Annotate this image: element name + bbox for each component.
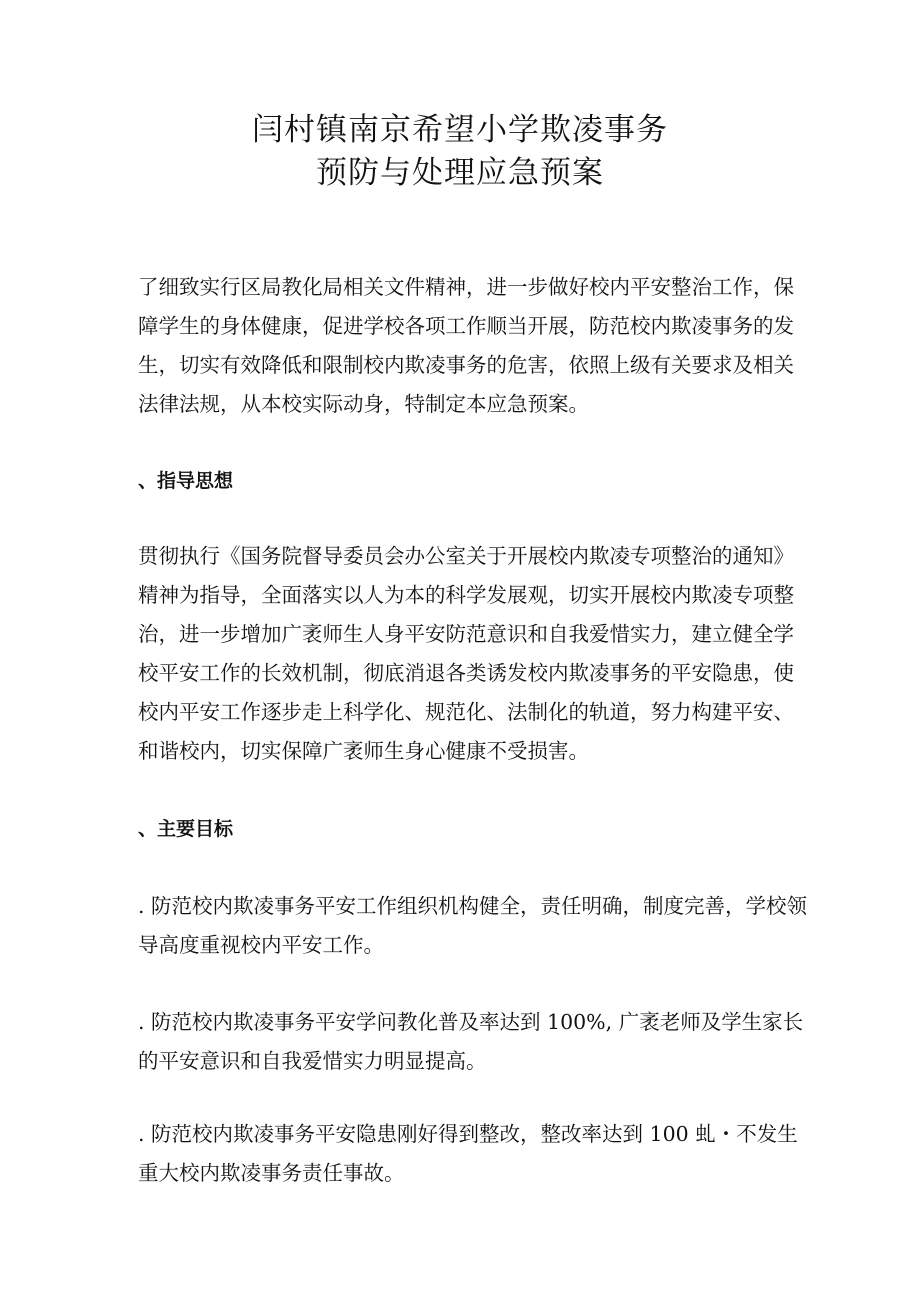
goal-line: 重大校内欺凌事务责任事故。 bbox=[138, 1161, 405, 1185]
goal-line: 的平安意识和自我爱惜实力明显提高。 bbox=[138, 1049, 487, 1073]
guiding-ideology-line: 精神为指导，全面落实以人为本的科学发展观，切实开展校内欺凌专项整 bbox=[138, 583, 794, 607]
guiding-ideology-line: 治，进一步增加广袤师生人身平安防范意识和自我爱惜实力，建立健全学 bbox=[138, 622, 794, 646]
document-title-line-2: 预防与处理应急预案 bbox=[316, 155, 604, 191]
goal-line: . 防范校内欺凌事务平安工作组织机构健全，责任明确，制度完善，学校领 bbox=[138, 894, 808, 918]
guiding-ideology-paragraph bbox=[138, 537, 794, 771]
document-title-line-1: 闫村镇南京希望小学欺凌事务 bbox=[252, 112, 668, 148]
intro-line: 法律法规，从本校实际动身，特制定本应急预案。 bbox=[138, 392, 589, 416]
goal-paragraph-3 bbox=[138, 1115, 798, 1193]
goal-line: . 防范校内欺凌事务平安隐患刚好得到整改，整改率达到 100 虬・不发生 bbox=[138, 1122, 798, 1146]
section-heading-main-goals: 、主要目标 bbox=[138, 818, 234, 840]
intro-line: 障学生的身体健康，促进学校各项工作顺当开展，防范校内欺凌事务的发 bbox=[138, 314, 794, 338]
guiding-ideology-line: 和谐校内，切实保障广袤师生身心健康不受损害。 bbox=[138, 739, 589, 763]
guiding-ideology-line: 校平安工作的长效机制，彻底消退各类诱发校内欺凌事务的平安隐患，使 bbox=[138, 661, 794, 685]
intro-paragraph bbox=[138, 268, 794, 424]
section-heading-guiding-ideology: 、指导思想 bbox=[138, 470, 234, 492]
guiding-ideology-line: 校内平安工作逐步走上科学化、规范化、法制化的轨道，努力构建平安、 bbox=[138, 700, 794, 724]
intro-line: 生，切实有效降低和限制校内欺凌事务的危害，依照上级有关要求及相关 bbox=[138, 353, 794, 377]
intro-line: 了细致实行区局教化局相关文件精神，进一步做好校内平安整治工作，保 bbox=[138, 275, 794, 299]
goal-paragraph-1 bbox=[138, 887, 808, 965]
goal-paragraph-2 bbox=[138, 1003, 804, 1081]
guiding-ideology-line: 贯彻执行《国务院督导委员会办公室关于开展校内欺凌专项整治的通知》 bbox=[138, 544, 794, 568]
goal-line: 导高度重视校内平安工作。 bbox=[138, 933, 384, 957]
goal-line: . 防范校内欺凌事务平安学问教化普及率达到 100%, 广袤老师及学生家长 bbox=[138, 1010, 804, 1034]
